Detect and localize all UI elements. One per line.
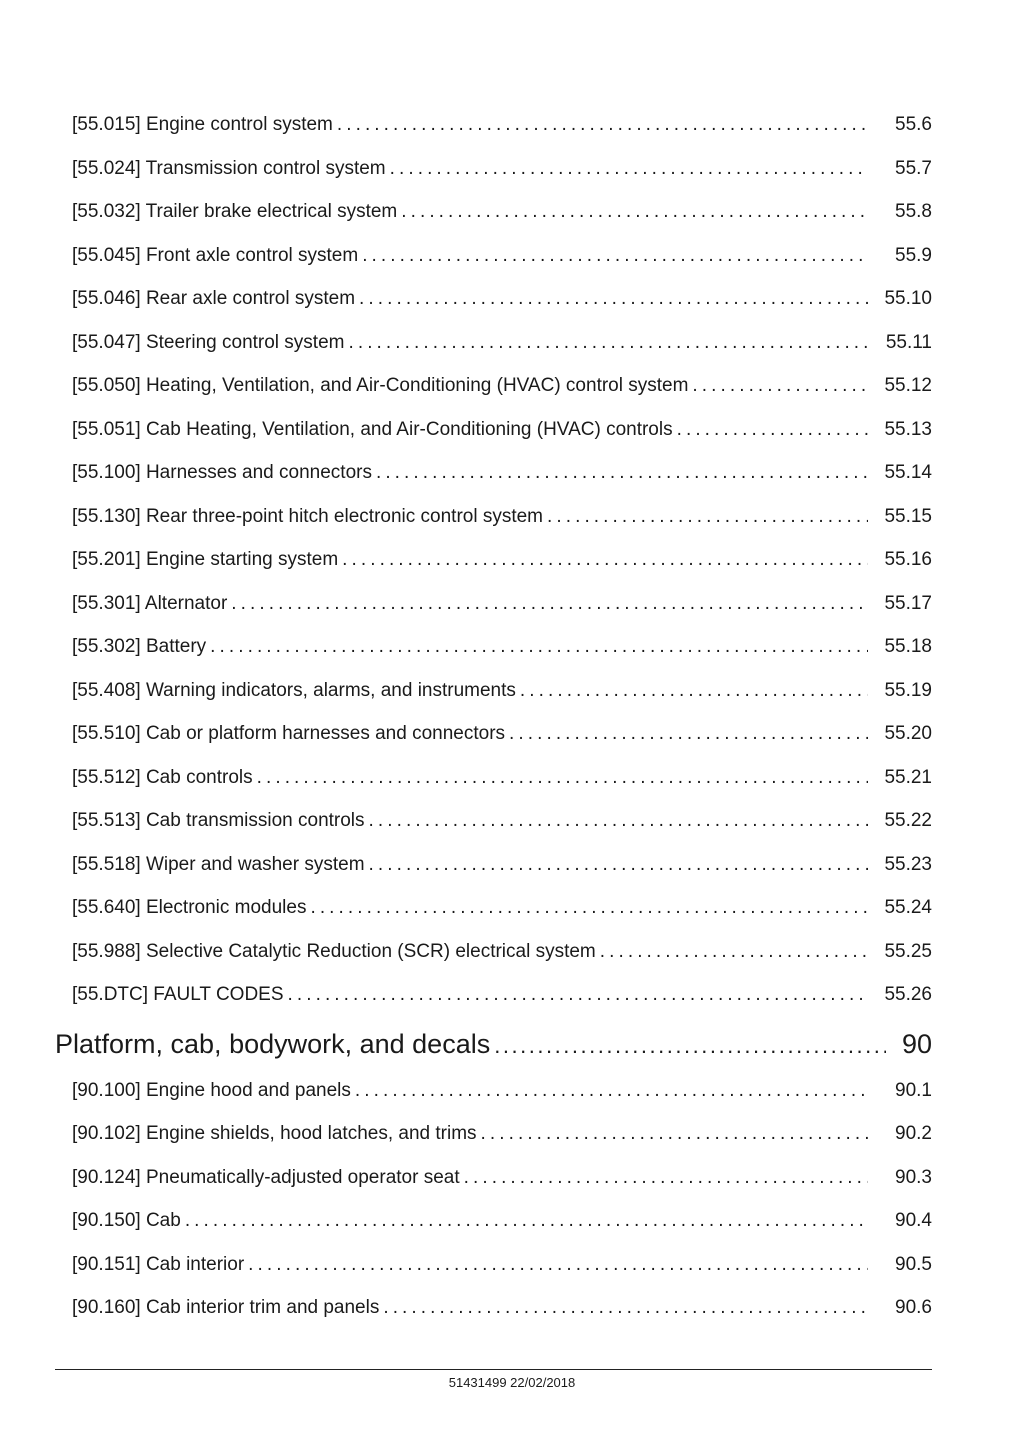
toc-entry-label: [55.024] Transmission control system (72, 158, 386, 179)
toc-entry-label: [55.050] Heating, Ventilation, and Air-Conditioning (HVAC) control system (72, 375, 689, 396)
toc-entry-label: [55.640] Electronic modules (72, 897, 307, 918)
dot-leader (342, 548, 868, 572)
toc-section-heading-90[interactable] (55, 1026, 932, 1062)
toc-entry-label: [55.100] Harnesses and connectors (72, 462, 372, 483)
toc-entry-label: [55.051] Cab Heating, Ventilation, and Air-Conditioning (HVAC) controls (72, 419, 673, 440)
toc-entry-90-102[interactable] (72, 1122, 932, 1146)
dot-leader (464, 1166, 868, 1190)
dot-leader (600, 940, 868, 964)
toc-entry-page: 90.1 (895, 1080, 932, 1101)
toc-entry-55-100[interactable] (72, 461, 932, 485)
toc-entry-55-640[interactable] (72, 896, 932, 920)
toc-entry-page: 55.8 (895, 201, 932, 222)
toc-entry-page: 90.4 (895, 1210, 932, 1231)
dot-leader (362, 244, 868, 268)
toc-entry-page: 90.3 (895, 1167, 932, 1188)
dot-leader (547, 505, 868, 529)
toc-entry-page: 55.11 (885, 332, 932, 353)
toc-entry-label: [55.408] Warning indicators, alarms, and instruments (72, 680, 516, 701)
dot-leader (348, 331, 868, 355)
toc-entry-page: 55.12 (884, 375, 932, 396)
dot-leader (185, 1209, 868, 1233)
toc-entry-label: [55.513] Cab transmission controls (72, 810, 365, 831)
dot-leader (481, 1122, 868, 1146)
toc-entry-55-130[interactable] (72, 505, 932, 529)
dot-leader (677, 418, 868, 442)
toc-entry-55-015[interactable] (72, 113, 932, 137)
toc-entry-label: [90.160] Cab interior trim and panels (72, 1297, 380, 1318)
toc-entry-90-124[interactable] (72, 1166, 932, 1190)
toc-entry-label: [90.102] Engine shields, hood latches, and trims (72, 1123, 477, 1144)
toc-entry-label: [55.045] Front axle control system (72, 245, 359, 266)
toc-entry-55-047[interactable] (72, 331, 932, 355)
toc-entry-55-510[interactable] (72, 722, 932, 746)
toc-entry-page: 55.16 (884, 549, 932, 570)
dot-leader (231, 592, 868, 616)
toc-entry-55-201[interactable] (72, 548, 932, 572)
toc-section-page: 90 (901, 1029, 932, 1059)
footer-doc-id-date: 51431499 22/02/2018 (448, 1375, 576, 1390)
toc-entry-label: [55.302] Battery (72, 636, 207, 657)
dot-leader (369, 853, 868, 877)
dot-leader (494, 1026, 886, 1064)
toc-entry-label: [55.DTC] FAULT CODES (72, 984, 284, 1005)
dot-leader (376, 461, 868, 485)
toc-entry-page: 90.5 (895, 1254, 932, 1275)
toc-entry-label: [55.201] Engine starting system (72, 549, 339, 570)
toc-entry-label: [55.512] Cab controls (72, 767, 253, 788)
toc-entry-90-160[interactable] (72, 1296, 932, 1320)
footer-divider (55, 1369, 932, 1370)
toc-entry-page: 55.14 (884, 462, 932, 483)
toc-entry-page: 55.21 (884, 767, 932, 788)
toc-entry-55-050[interactable] (72, 374, 932, 398)
toc-entry-label: [55.301] Alternator (72, 593, 228, 614)
toc-entry-label: [90.150] Cab (72, 1210, 181, 1231)
toc-entry-label: [90.124] Pneumatically-adjusted operator seat (72, 1167, 460, 1188)
toc-entry-page: 55.10 (884, 288, 932, 309)
dot-leader (337, 113, 868, 137)
dot-leader (692, 374, 868, 398)
dot-leader (288, 983, 868, 1007)
toc-entry-page: 55.6 (895, 114, 932, 135)
toc-entry-55-302[interactable] (72, 635, 932, 659)
toc-entry-page: 90.2 (895, 1123, 932, 1144)
toc-entry-90-100[interactable] (72, 1079, 932, 1103)
toc-entry-page: 55.9 (895, 245, 932, 266)
dot-leader (310, 896, 868, 920)
toc-entry-55-301[interactable] (72, 592, 932, 616)
dot-leader (257, 766, 868, 790)
dot-leader (509, 722, 868, 746)
toc-entry-page: 55.23 (884, 854, 932, 875)
toc-entry-55-024[interactable] (72, 157, 932, 181)
toc-entry-55-051[interactable] (72, 418, 932, 442)
toc-entry-55-dtc[interactable] (72, 983, 932, 1007)
toc-entry-page: 55.22 (884, 810, 932, 831)
dot-leader (355, 1079, 868, 1103)
toc-entry-label: [55.518] Wiper and washer system (72, 854, 365, 875)
dot-leader (401, 200, 868, 224)
toc-entry-page: 55.20 (884, 723, 932, 744)
toc-entry-label: [90.151] Cab interior (72, 1254, 245, 1275)
toc-entry-page: 55.26 (884, 984, 932, 1005)
toc-section-label: Platform, cab, bodywork, and decals (55, 1029, 491, 1059)
toc-entry-page: 55.15 (884, 506, 932, 527)
toc-entry-55-512[interactable] (72, 766, 932, 790)
toc-entry-page: 55.24 (884, 897, 932, 918)
toc-entry-55-988[interactable] (72, 940, 932, 964)
dot-leader (248, 1253, 868, 1277)
toc-entry-label: [55.046] Rear axle control system (72, 288, 356, 309)
toc-entry-55-408[interactable] (72, 679, 932, 703)
dot-leader (520, 679, 868, 703)
toc-entry-label: [55.510] Cab or platform harnesses and connectors (72, 723, 506, 744)
toc-entry-55-513[interactable] (72, 809, 932, 833)
toc-entry-page: 55.25 (884, 941, 932, 962)
dot-leader (369, 809, 868, 833)
toc-entry-page: 90.6 (895, 1297, 932, 1318)
toc-entry-55-046[interactable] (72, 287, 932, 311)
toc-entry-page: 55.17 (884, 593, 932, 614)
toc-entry-90-151[interactable] (72, 1253, 932, 1277)
toc-entry-55-518[interactable] (72, 853, 932, 877)
toc-entry-page: 55.7 (895, 158, 932, 179)
toc-entry-55-045[interactable] (72, 244, 932, 268)
toc-entry-label: [55.130] Rear three-point hitch electronic control system (72, 506, 544, 527)
toc-entry-page: 55.18 (884, 636, 932, 657)
toc-entry-page: 55.13 (884, 419, 932, 440)
toc-entry-page: 55.19 (884, 680, 932, 701)
toc-entry-55-032[interactable] (72, 200, 932, 224)
toc-entry-label: [55.047] Steering control system (72, 332, 345, 353)
toc-entry-label: [55.015] Engine control system (72, 114, 333, 135)
dot-leader (390, 157, 868, 181)
dot-leader (210, 635, 868, 659)
toc-entry-label: [55.988] Selective Catalytic Reduction (SCR) electrical system (72, 941, 596, 962)
dot-leader (383, 1296, 868, 1320)
toc-entry-90-150[interactable] (72, 1209, 932, 1233)
toc-entry-label: [90.100] Engine hood and panels (72, 1080, 351, 1101)
dot-leader (359, 287, 868, 311)
toc-entry-label: [55.032] Trailer brake electrical system (72, 201, 398, 222)
